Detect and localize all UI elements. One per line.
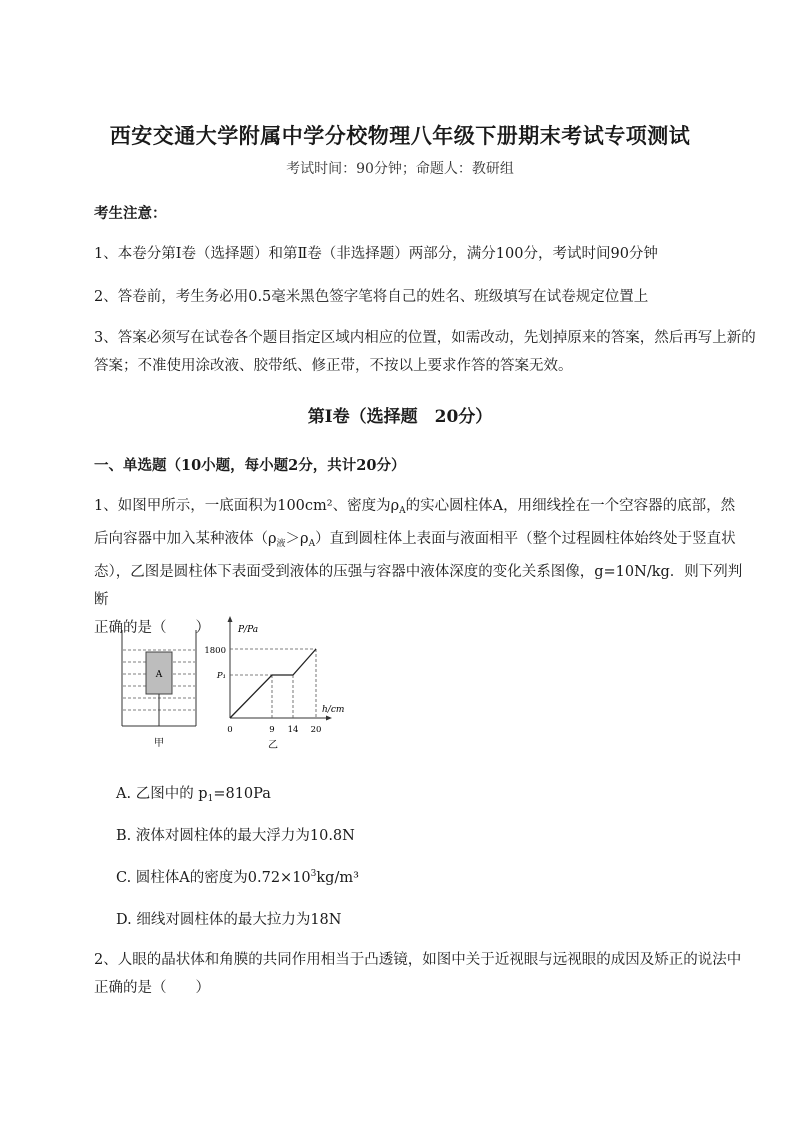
- pressure-curve: [230, 649, 316, 718]
- q1-line-2: 后向容器中加入某种液体$(\rho_液>\rho_A)$直到圆柱体上表面与液面相平（整个过程圆柱体始终处于竖直状: [94, 531, 736, 549]
- page-title: 西安交通大学附属中学分校物理八年级下册期末考试专项测试: [109, 123, 691, 148]
- x-axis-label: h/cm: [322, 705, 345, 715]
- pressure-graph: [204, 616, 344, 751]
- notice-item-1: 1、本卷分第I卷（选择题）和第Ⅱ卷（非选择题）两部分，满分100分，考试时间90分钟: [94, 246, 658, 262]
- container-diagram: [122, 630, 196, 749]
- q1-line-4: 正确的是（ ）: [94, 620, 210, 636]
- q2-line-1: 2、人眼的晶状体和角膜的共同作用相当于凸透镜，如图中关于近视眼与远视眼的成因及矫正的说法中: [94, 952, 742, 968]
- question-part-heading: 一、单选题（10小题，每小题2分，共计20分）: [94, 457, 406, 474]
- q1-line-3: 态），乙图是圆柱体下表面受到液体的压强与容器中液体深度的变化关系图像，g=10N/kg．则下列判断: [94, 564, 743, 608]
- x-tick-14: 14: [287, 725, 299, 735]
- notice-item-2: 2、答卷前，考生务必用0.5毫米黑色签字笔将自己的姓名、班级填写在试卷规定位置上: [94, 289, 649, 305]
- option-c[interactable]: C. 圆柱体A的密度为$0.72\times 10^3kg/m^3$: [116, 869, 359, 886]
- section-title: 第I卷（选择题 20分）: [307, 407, 493, 427]
- option-b[interactable]: B. 液体对圆柱体的最大浮力为10.8N: [116, 828, 355, 844]
- question-2-text: [94, 946, 754, 1002]
- q2-line-2: 正确的是（ ）: [94, 980, 210, 996]
- cylinder-a-label: A: [155, 670, 163, 680]
- option-a[interactable]: A. 乙图中的 $p_1=810Pa$: [116, 786, 271, 804]
- q1-line-1: 1、如图甲所示，一底面积为100cm²、密度为$\rho_A$的实心圆柱体A，用细线拴在一个空容器的底部，然: [94, 498, 736, 516]
- option-d[interactable]: D. 细线对圆柱体的最大拉力为18N: [116, 912, 342, 928]
- notice-heading: 考生注意：: [94, 205, 167, 222]
- y-axis-label: P/Pa: [238, 625, 259, 635]
- exam-info: 考试时间：90分钟；命题人：教研组: [286, 161, 514, 177]
- y-tick-1800: 1800: [204, 646, 226, 656]
- notice-item-3: 3、答案必须写在试卷各个题目指定区域内相应的位置，如需改动，先划掉原来的答案，然后再写上新的答案；不准使用涂改液、胶带纸、修正带，不按以上要求作答的答案无效。: [94, 330, 756, 374]
- y-tick-p1: P₁: [216, 671, 226, 681]
- x-tick-9: 9: [269, 725, 275, 735]
- x-tick-20: 20: [310, 725, 322, 735]
- x-tick-0: 0: [227, 725, 233, 735]
- caption-jia: 甲: [154, 738, 164, 749]
- question-1-figure: [110, 612, 360, 757]
- caption-yi: 乙: [268, 740, 278, 751]
